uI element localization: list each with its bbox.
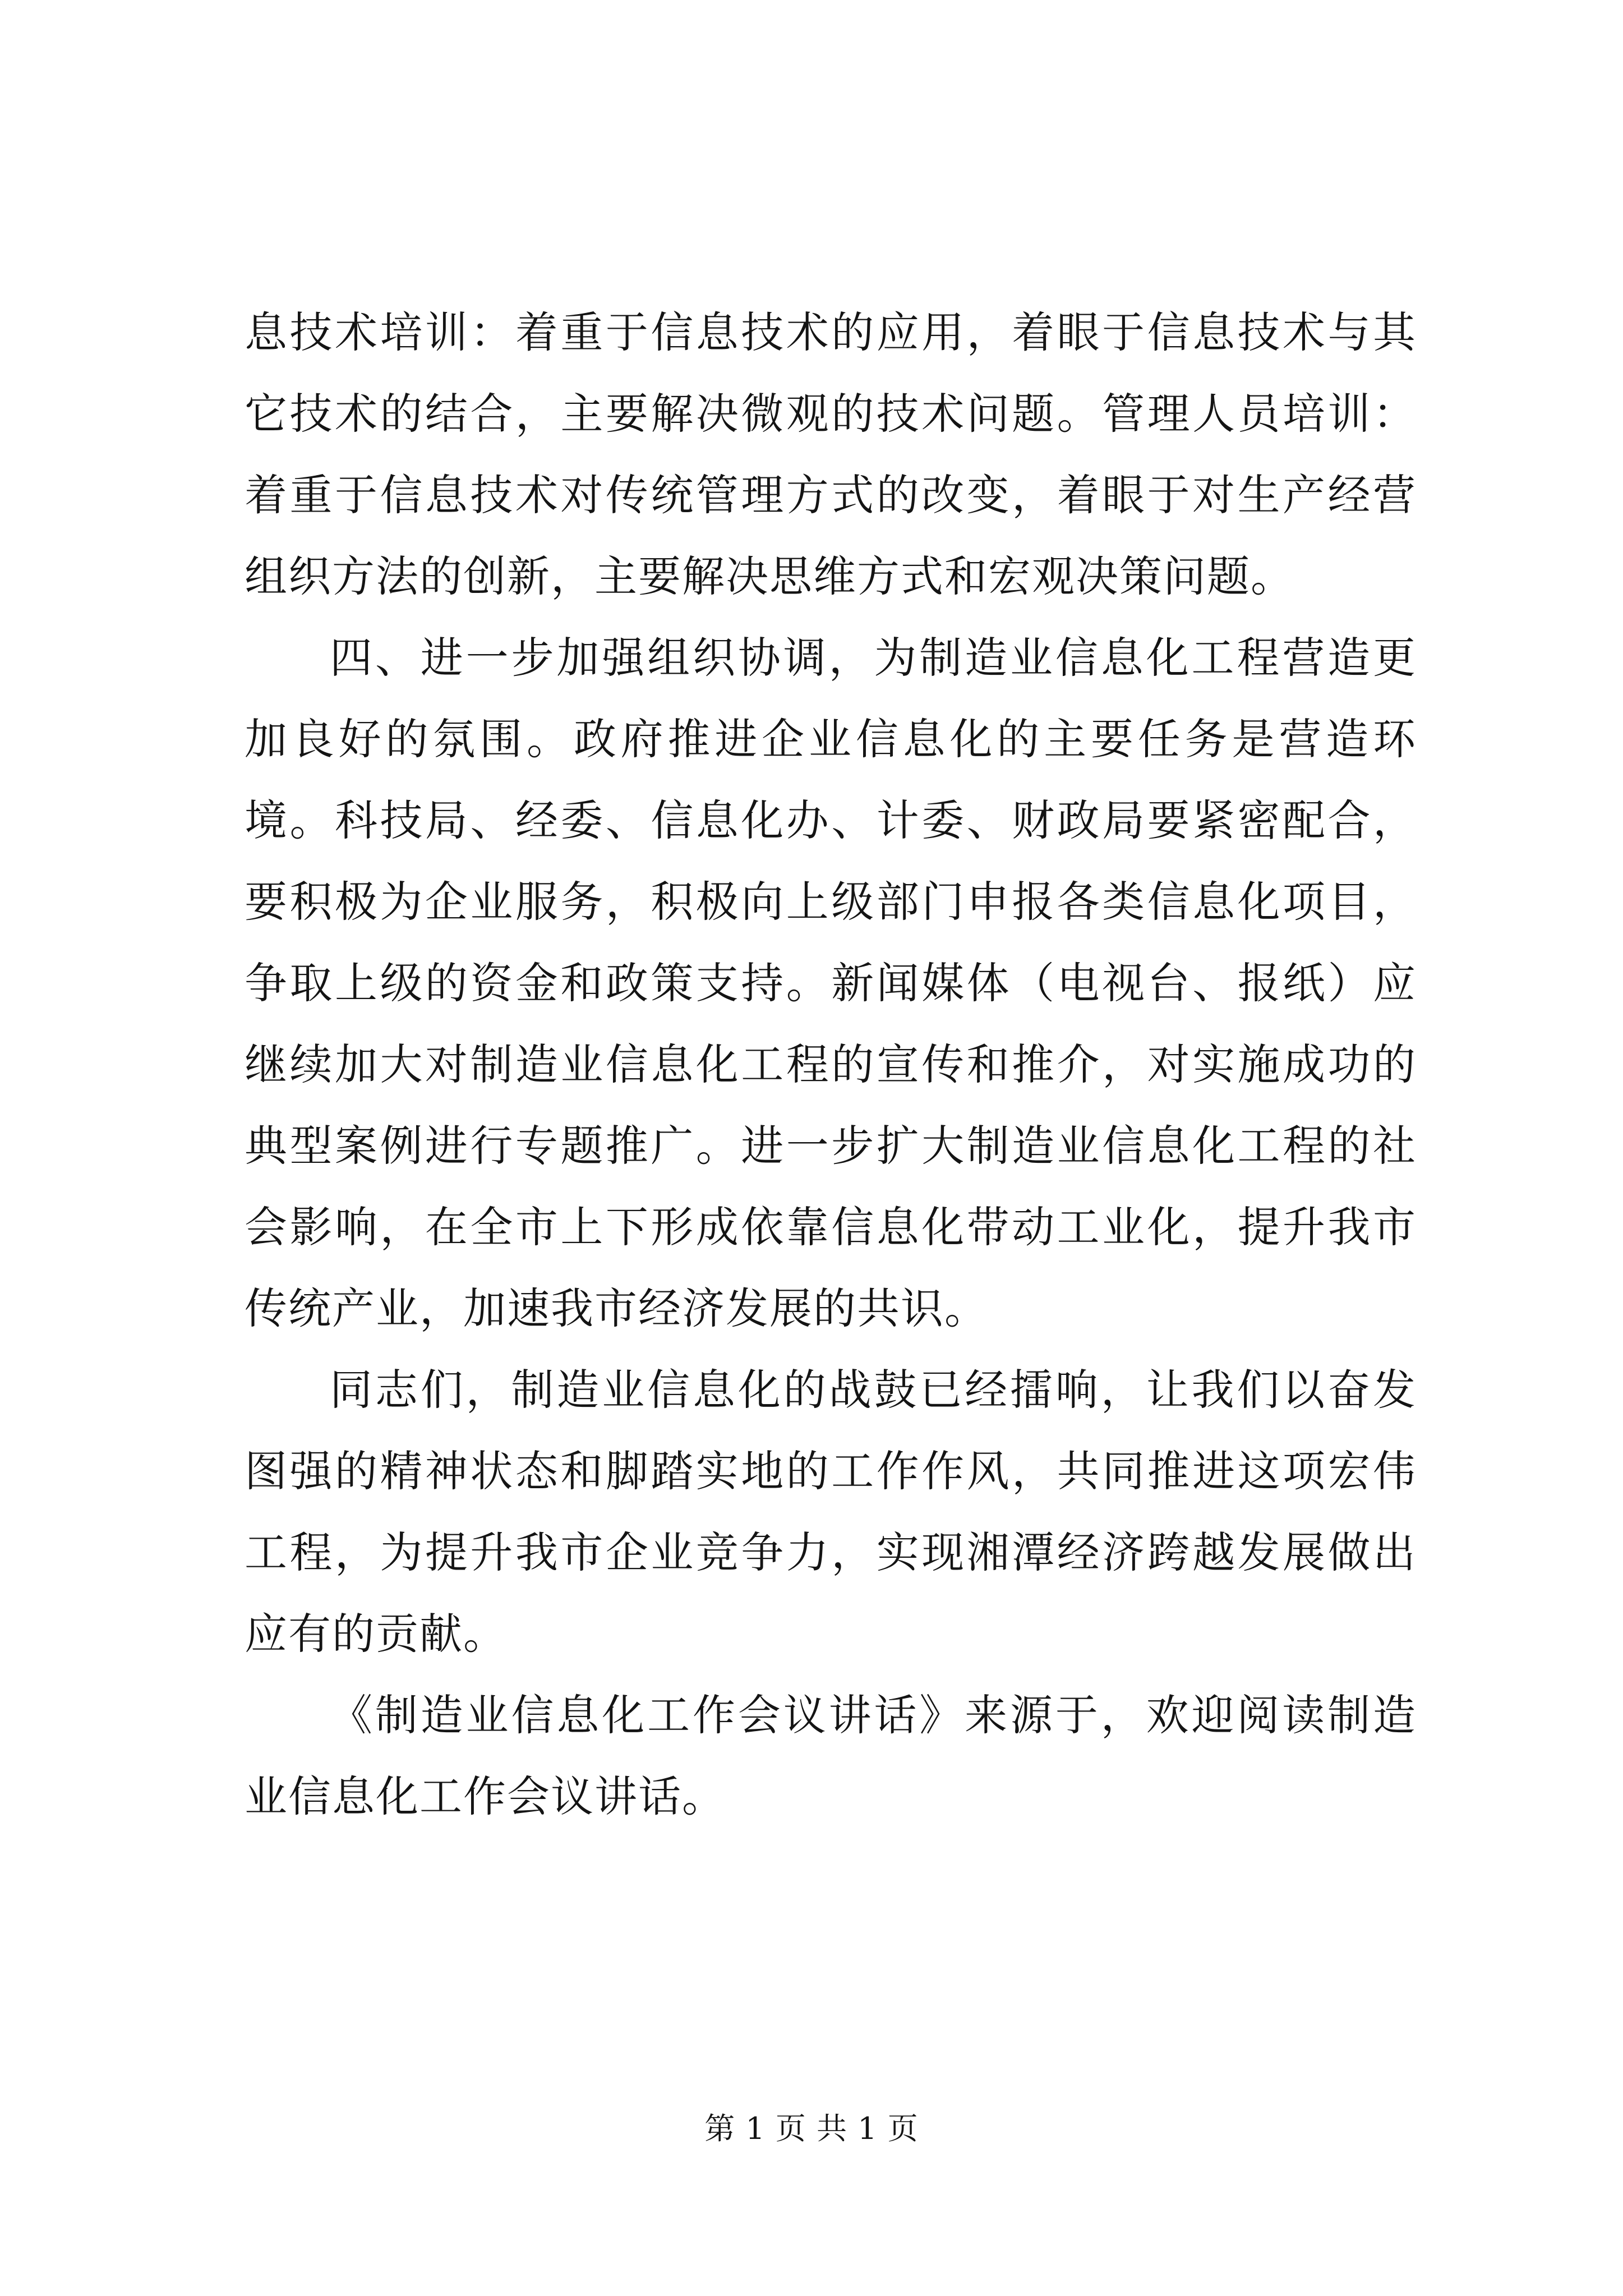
paragraph-training: 息技术培训：着重于信息技术的应用，着眼于信息技术与其它技术的结合，主要解决微观的技术问题。管理人员培训：着重于信息技术对传统管理方式的改变，着眼于对生产经营组织方法的创新，主要解决思维方式和宏观决策问题。 [245,307,1417,601]
paragraph-coordination: 四、进一步加强组织协调，为制造业信息化工程营造更加良好的氛围。政府推进企业信息化的主要任务是营造环境。科技局、经委、信息化办、计委、财政局要紧密配合，要积极为企业服务，积极向上级部门申报各类信息化项目，争取上级的资金和政策支持。新闻媒体（电视台、报纸）应继续加大对制造业信息化工程的宣传和推介，对实施成功的典型案例进行专题推广。进一步扩大制造业信息化工程的社会影响，在全市上下形成依靠信息化带动工业化，提升我市传统产业，加速我市经济发展的共识。 [245,633,1417,1333]
page-number-footer: 第 1 页 共 1 页 [704,2111,919,2146]
paragraph-source-note: 《制造业信息化工作会议讲话》来源于，欢迎阅读制造业信息化工作会议讲话。 [245,1690,1417,1821]
document-body [245,292,1417,1837]
paragraph-closing-call: 同志们，制造业信息化的战鼓已经擂响，让我们以奋发图强的精神状态和脚踏实地的工作作风，共同推进这项宏伟工程，为提升我市企业竞争力，实现湘潭经济跨越发展做出应有的贡献。 [245,1365,1417,1659]
